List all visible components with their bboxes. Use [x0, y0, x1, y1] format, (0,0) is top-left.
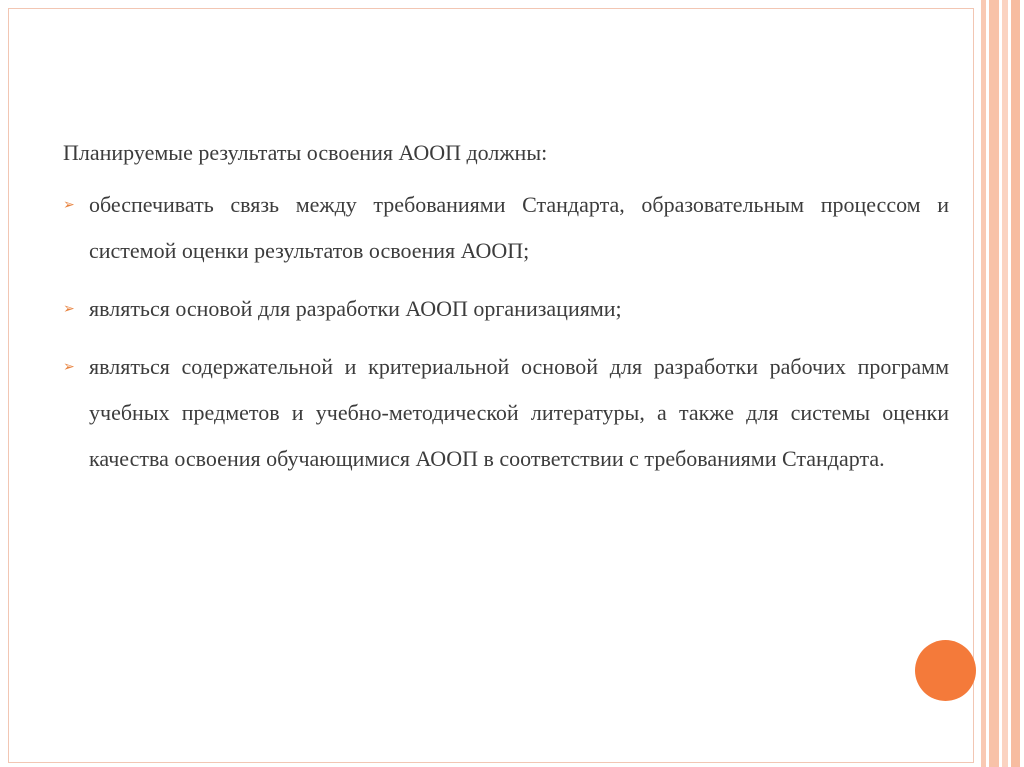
bullet-text: являться содержательной и критериальной основой для разработки рабочих программ учебных предметов и учебно-методической литературы, а также для системы оценки качества освоения обучающимися АООП в соответствии с требованиями Стандарта. [89, 354, 949, 471]
slide-content [63, 130, 949, 494]
chevron-right-icon: ➢ [63, 197, 75, 213]
chevron-right-icon: ➢ [63, 359, 75, 375]
bullet-item [63, 286, 949, 332]
decorative-stripe-4 [1011, 0, 1020, 767]
bullet-list [63, 182, 949, 482]
decorative-stripe-3 [1002, 0, 1008, 767]
decorative-orange-circle [915, 640, 976, 701]
chevron-right-icon: ➢ [63, 301, 75, 317]
intro-text: Планируемые результаты освоения АООП должны: [63, 140, 548, 165]
decorative-stripe-2 [989, 0, 999, 767]
decorative-stripe-1 [981, 0, 986, 767]
bullet-text: являться основой для разработки АООП организациями; [89, 296, 622, 321]
bullet-text: обеспечивать связь между требованиями Стандарта, образовательным процессом и системой оценки результатов освоения АООП; [89, 192, 949, 263]
bullet-item [63, 344, 949, 482]
bullet-item [63, 182, 949, 274]
